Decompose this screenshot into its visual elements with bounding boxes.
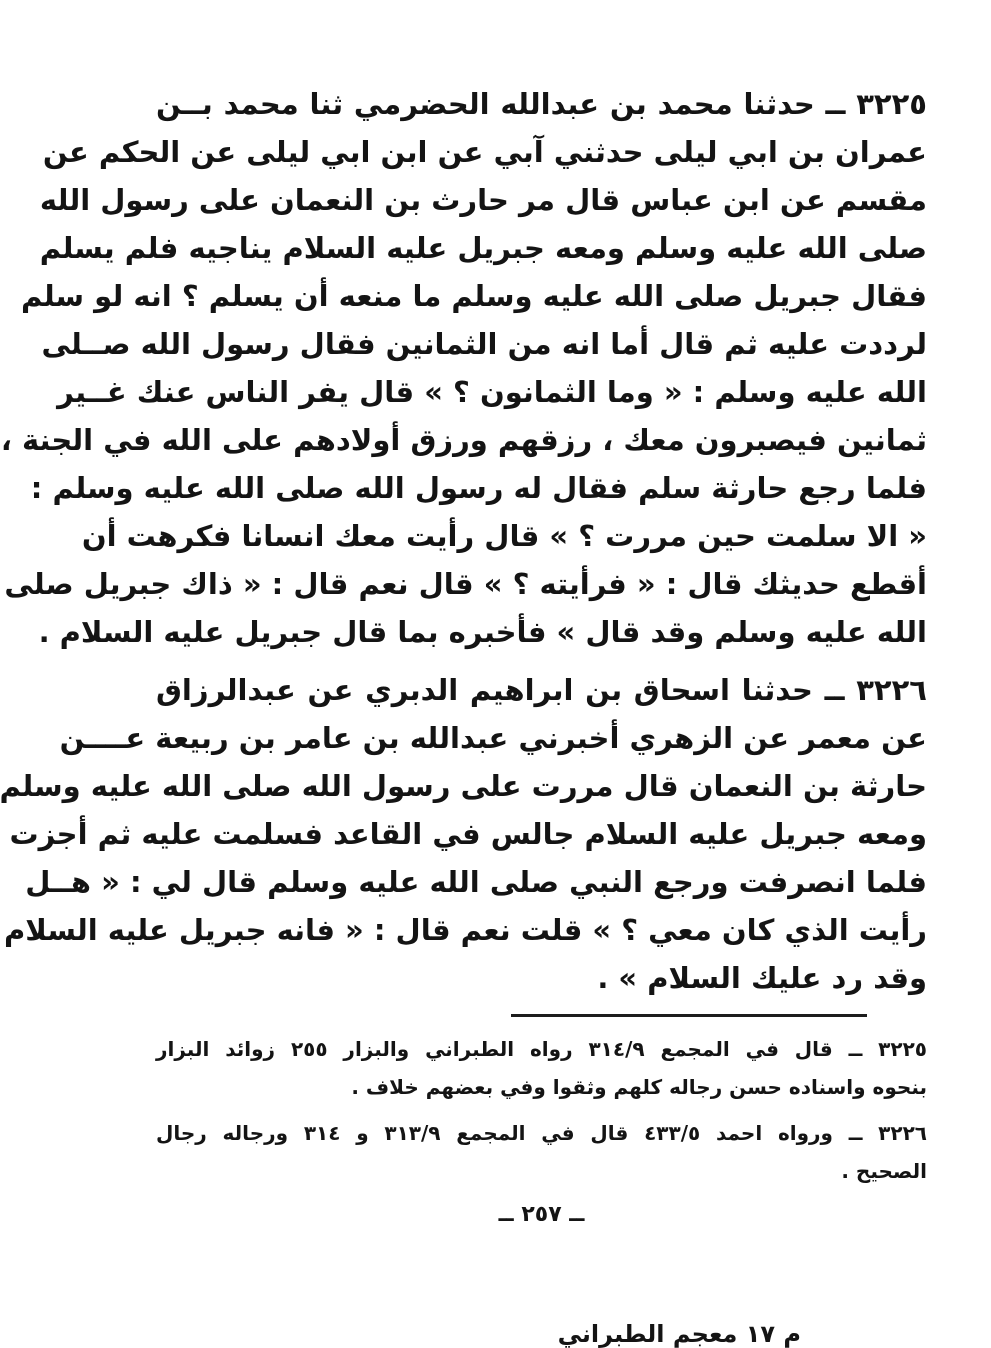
- text-line: لرددت عليه ثم قال أما انه من الثمانين فقال رسول الله صــلى: [41, 327, 927, 361]
- text-line: رأيت الذي كان معي ؟ » قلت نعم قال : « فانه جبريل عليه السلام: [4, 913, 927, 947]
- hadith-3225: [0, 80, 927, 656]
- text-line: ثمانين فيصبرون معك ، رزقهم ورزق أولادهم على الله في الجنة ،: [0, 423, 927, 457]
- text-line: ٣٢٢٦ ــ حدثنا اسحاق بن ابراهيم الدبري عن عبدالرزاق: [156, 673, 927, 707]
- text-line: عمران بن ابي ليلى حدثني آبي عن ابن ابي ليلى عن الحكم عن: [42, 135, 927, 169]
- text-line: عن معمر عن الزهري أخبرني عبدالله بن عامر بن ربيعة عــــن: [59, 721, 927, 755]
- text-line: الله عليه وسلم وقد قال » فأخبره بما قال جبريل عليه السلام .: [38, 615, 927, 649]
- text-line: وقد رد عليك السلام » .: [597, 961, 927, 995]
- signature-mark-text: م ١٧ معجم الطبراني: [557, 1320, 801, 1348]
- footnote-line: ٣٢٢٦ ــ ورواه احمد ٤٣٣/٥ قال في المجمع ٣١٣/٩ و ٣١٤ ورجاله رجال: [156, 1121, 927, 1145]
- text-line: ومعه جبريل عليه السلام جالس في القاعد فسلمت عليه ثم أجزت: [9, 817, 927, 851]
- hadith-3226: [0, 666, 927, 1002]
- text-line: فقال جبريل صلى الله عليه وسلم ما منعه أن يسلم ؟ انه لو سلم: [20, 279, 927, 313]
- main-text: [0, 80, 927, 1002]
- text-line: فلما رجع حارثة سلم فقال له رسول الله صلى الله عليه وسلم :: [30, 471, 927, 505]
- text-line: مقسم عن ابن عباس قال مر حارث بن النعمان على رسول الله: [39, 183, 927, 217]
- text-line: الله عليه وسلم : « وما الثمانون ؟ » قال يفر الناس عنك غــير: [57, 375, 927, 409]
- footnote-line: الصحيح .: [841, 1159, 927, 1183]
- footnote-3225: [156, 1030, 927, 1106]
- page-number: ــ ٢٥٧ ــ: [498, 1202, 585, 1227]
- signature-mark: [557, 1320, 801, 1348]
- footnote-line: ٣٢٢٥ ــ قال في المجمع ٣١٤/٩ رواه الطبراني والبزار ٢٥٥ زوائد البزار: [156, 1037, 927, 1061]
- text-line: صلى الله عليه وسلم ومعه جبريل عليه السلام يناجيه فلم يسلم: [39, 231, 927, 265]
- footnote-divider: [511, 1014, 867, 1017]
- text-line: ٣٢٢٥ ــ حدثنا محمد بن عبدالله الحضرمي ثنا محمد بــن: [156, 87, 927, 121]
- text-line: حارثة بن النعمان قال مررت على رسول الله صلى الله عليه وسلم: [0, 769, 927, 803]
- text-line: أقطع حديثك قال : « فرأيته ؟ » قال نعم قال : « ذاك جبريل صلى: [4, 567, 927, 601]
- footnote-line: بنحوه واسناده حسن رجاله كلهم وثقوا وفي بعضهم خلاف .: [351, 1075, 927, 1099]
- text-line: « الا سلمت حين مررت ؟ » قال رأيت معك انسانا فكرهت أن: [81, 519, 927, 553]
- text-line: فلما انصرفت ورجع النبي صلى الله عليه وسلم قال لي : « هــل: [25, 865, 927, 899]
- footnote-3226: [156, 1114, 927, 1190]
- footnotes: [156, 1030, 927, 1190]
